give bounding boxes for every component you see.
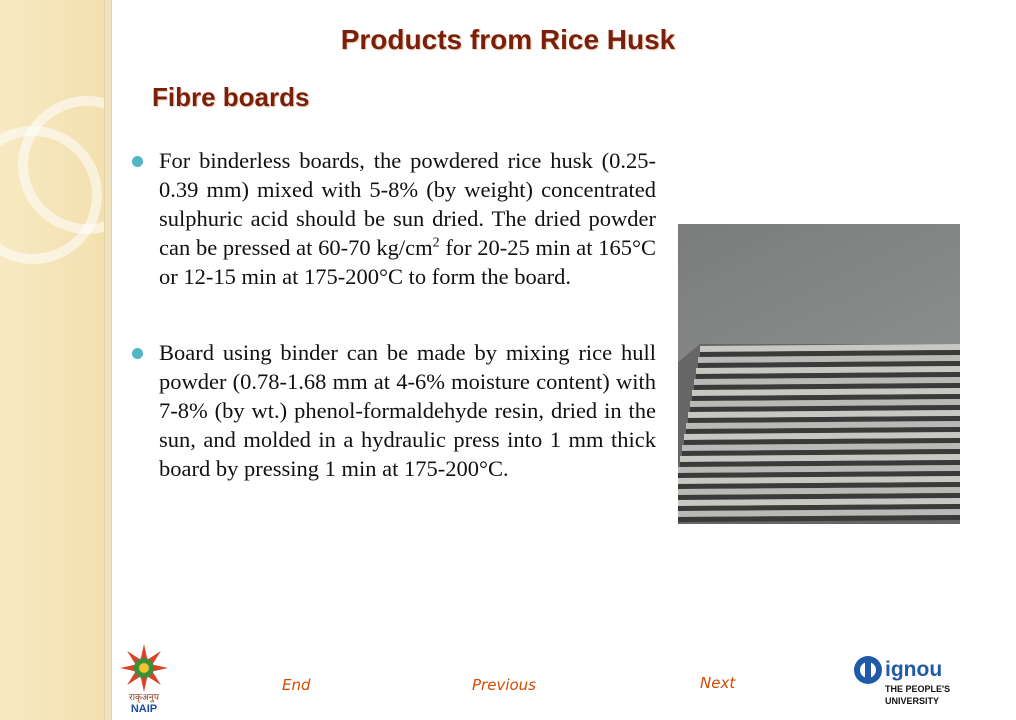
bullet-text: For binderless boards, the powdered rice husk (0.25-0.39 mm) mixed with 5-8% (by weight) concentrated sulphuric acid should be sun dried. The dried powder can be pressed at 60-70 kg/cm [159, 148, 656, 260]
naip-devanagari: राकृअनुप [129, 693, 159, 703]
decorative-side-strip [0, 0, 104, 720]
naip-caption: NAIP [130, 703, 158, 715]
decorative-divider [104, 0, 112, 720]
bullet-text-continued: for 20-25 min at 165°C or 12-15 min at 175-200°C to form the board. [159, 235, 656, 289]
previous-link[interactable]: Previous [472, 676, 536, 694]
bullet-dot-icon [132, 348, 143, 359]
fibre-board-stack-image [678, 224, 960, 524]
bullet-item [132, 146, 656, 291]
slide-title: Products from Rice Husk [340, 24, 676, 55]
naip-logo [112, 642, 176, 714]
superscript: 2 [432, 235, 440, 251]
bullet-list [132, 146, 656, 483]
ignou-tagline-1: THE PEOPLE'S [885, 684, 951, 694]
slide-subtitle: Fibre boards [152, 82, 310, 112]
next-link[interactable]: Next [700, 674, 736, 692]
end-link[interactable]: End [282, 676, 311, 694]
bullet-item [132, 338, 656, 483]
ignou-logo [852, 650, 951, 714]
ignou-tagline-2: UNIVERSITY [885, 696, 940, 706]
ignou-name: ignou [885, 658, 943, 681]
bullet-text: Board using binder can be made by mixing rice hull powder (0.78-1.68 mm at 4-6% moisture content) with 7-8% (by wt.) phenol-formaldehyde resin, dried in the sun, and molded in a hydraulic press into 1 mm thick board by pressing 1 min at 175-200°C. [159, 340, 656, 481]
bullet-dot-icon [132, 156, 143, 167]
